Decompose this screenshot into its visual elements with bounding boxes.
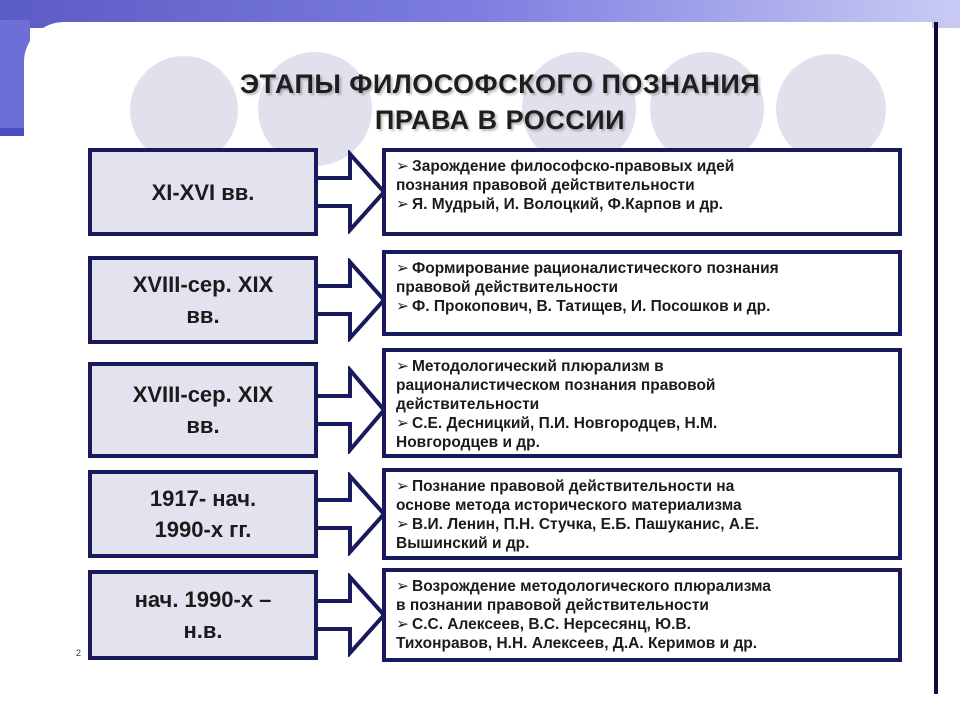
desc-line: ➢ Возрождение методологического плюрализма bbox=[396, 578, 771, 595]
desc-line: основе метода исторического материализма bbox=[396, 497, 742, 514]
desc-line: ➢ Ф. Прокопович, В. Татищев, И. Посошков и др. bbox=[396, 298, 771, 315]
right-arrow-icon bbox=[316, 472, 388, 556]
bullet-arrow-icon: ➢ bbox=[396, 478, 409, 495]
desc-line: Вышинский и др. bbox=[396, 535, 530, 552]
title-line-2: ПРАВА В РОССИИ bbox=[374, 105, 626, 135]
stage-period-box bbox=[88, 256, 318, 344]
stage-period-line-1: 1917- нач. bbox=[149, 486, 257, 511]
stage-period-box bbox=[88, 470, 318, 558]
bullet-arrow-icon: ➢ bbox=[396, 578, 409, 595]
left-decoration-bar bbox=[0, 128, 24, 136]
bullet-arrow-icon: ➢ bbox=[396, 358, 409, 375]
stage-period-line-2: вв. bbox=[186, 303, 220, 328]
desc-line: ➢ Зарождение философско-правовых идей bbox=[396, 158, 735, 175]
stage-period-line-1: XVIII-сер. XIX bbox=[132, 272, 274, 297]
slide-right-border bbox=[934, 22, 938, 694]
desc-line: правовой действительности bbox=[396, 279, 619, 296]
bullet-arrow-icon: ➢ bbox=[396, 260, 409, 277]
desc-line: действительности bbox=[396, 396, 540, 413]
stage-period-line-2: н.в. bbox=[183, 618, 223, 643]
stage-period-line-1: XI-XVI вв. bbox=[151, 179, 255, 205]
desc-line: ➢ С.Е. Десницкий, П.И. Новгородцев, Н.М. bbox=[396, 415, 718, 432]
desc-line: ➢ Методологический плюрализм в bbox=[396, 358, 664, 375]
right-arrow-icon bbox=[316, 366, 388, 454]
stage-period-line-1: нач. 1990-х – bbox=[134, 587, 272, 612]
slide-title bbox=[140, 66, 860, 138]
right-arrow-icon bbox=[316, 258, 388, 342]
bullet-arrow-icon: ➢ bbox=[396, 516, 409, 533]
bullet-arrow-icon: ➢ bbox=[396, 616, 409, 633]
right-arrow-icon bbox=[316, 573, 388, 657]
stage-period-box bbox=[88, 570, 318, 660]
desc-line: в познании правовой действительности bbox=[396, 597, 709, 614]
desc-line: ➢ С.С. Алексеев, В.С. Нерсесянц, Ю.В. bbox=[396, 616, 691, 633]
bullet-arrow-icon: ➢ bbox=[396, 158, 409, 175]
desc-line: ➢ Я. Мудрый, И. Волоцкий, Ф.Карпов и др. bbox=[396, 196, 724, 213]
page-number: 2 bbox=[76, 648, 82, 658]
bullet-arrow-icon: ➢ bbox=[396, 415, 409, 432]
desc-line: ➢ Познание правовой действительности на bbox=[396, 478, 735, 495]
stage-description-box bbox=[382, 468, 902, 560]
stage-period-line-1: XVIII-сер. XIX bbox=[132, 382, 274, 407]
stage-description-box bbox=[382, 148, 902, 236]
desc-line: ➢ Формирование рационалистического познания bbox=[396, 260, 779, 277]
bullet-arrow-icon: ➢ bbox=[396, 196, 409, 213]
bullet-arrow-icon: ➢ bbox=[396, 298, 409, 315]
title-line-1: ЭТАПЫ ФИЛОСОФСКОГО ПОЗНАНИЯ bbox=[239, 69, 761, 99]
desc-line: ➢ В.И. Ленин, П.Н. Стучка, Е.Б. Пашуканис, А.Е. bbox=[396, 516, 759, 533]
stage-period-box bbox=[88, 148, 318, 236]
stage-description-box bbox=[382, 568, 902, 662]
desc-line: познания правовой действительности bbox=[396, 177, 695, 194]
right-arrow-icon bbox=[316, 150, 388, 234]
stage-period-line-2: вв. bbox=[186, 413, 220, 438]
stage-period-line-2: 1990-х гг. bbox=[154, 517, 252, 542]
desc-line: Новгородцев и др. bbox=[396, 434, 540, 451]
desc-line: Тихонравов, Н.Н. Алексеев, Д.А. Керимов и др. bbox=[396, 635, 758, 652]
stage-period-box bbox=[88, 362, 318, 458]
desc-line: рационалистическом познания правовой bbox=[396, 377, 716, 394]
stage-description-box bbox=[382, 348, 902, 458]
stage-description-box bbox=[382, 250, 902, 336]
